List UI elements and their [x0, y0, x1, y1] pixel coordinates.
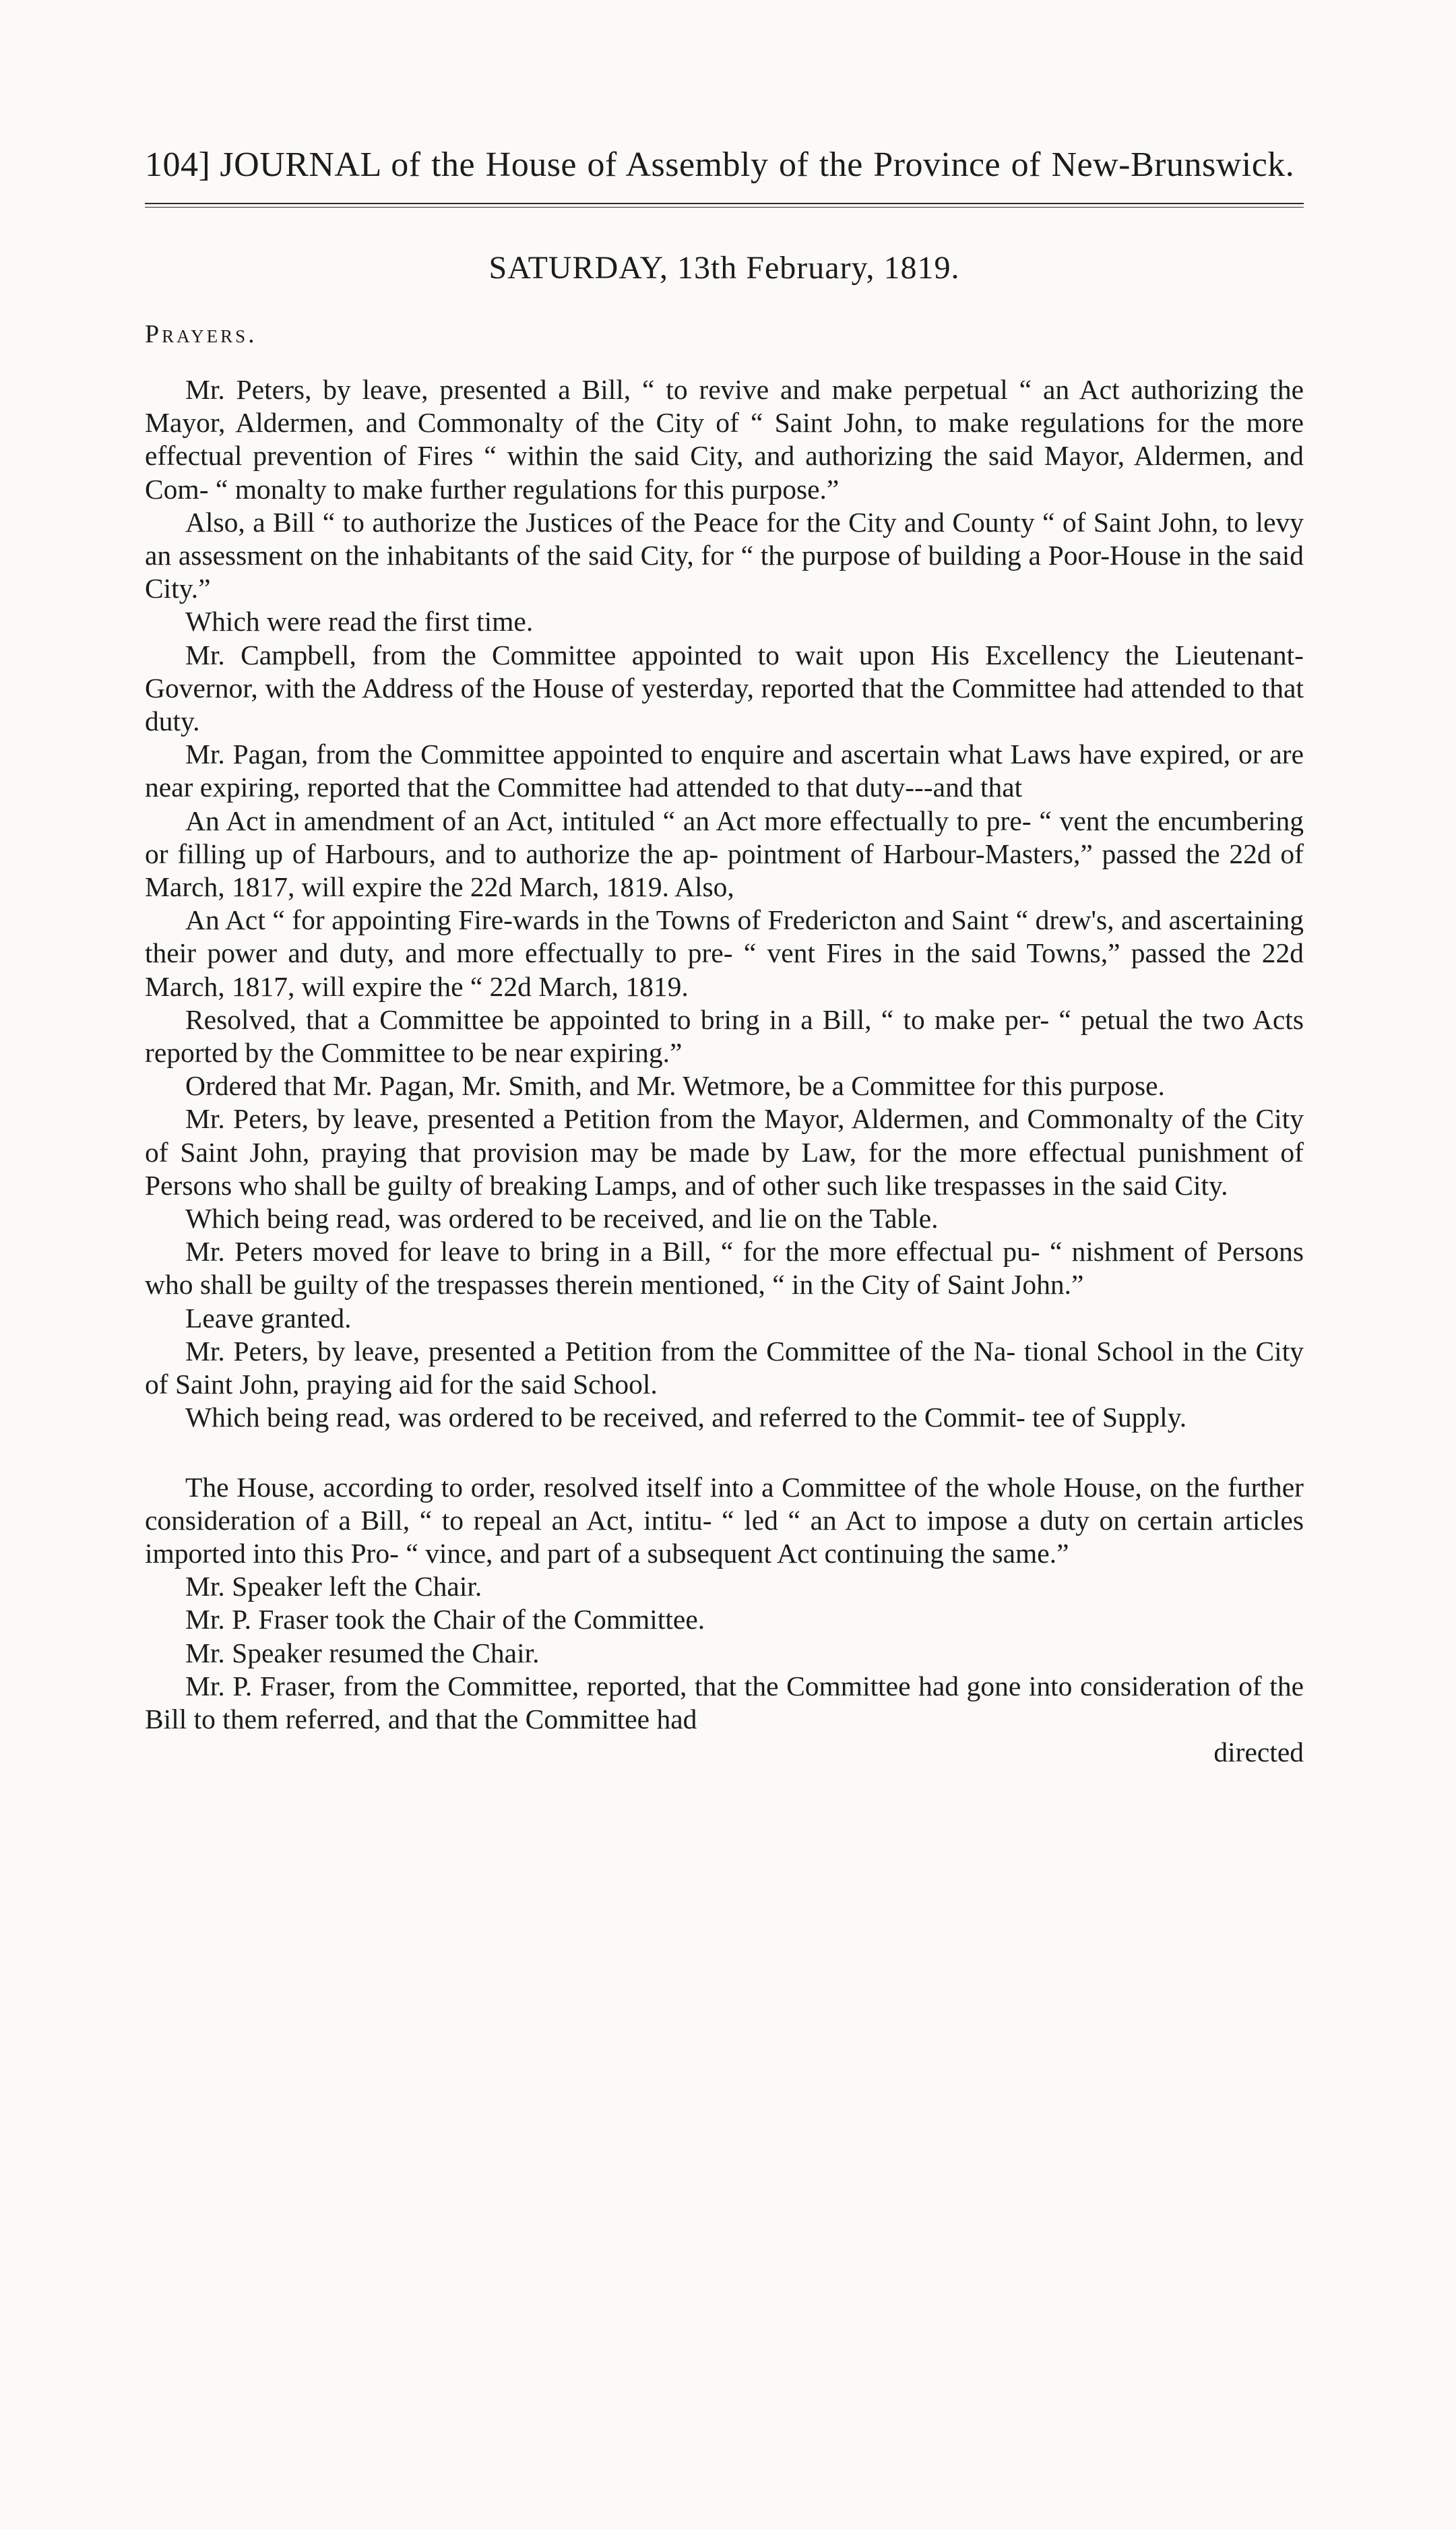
paragraph: An Act “ for appointing Fire-wards in the Towns of Fredericton and Saint “ drew's, and ascertaining their power and duty, and more effectually to pre- “ vent Fires in the said Towns,” passed the 22d March, 1817, will expire the “ 22d March, 1819.: [145, 904, 1304, 1002]
paragraph: Leave granted.: [185, 1302, 352, 1334]
paragraph: Mr. P. Fraser took the Chair of the Committee.: [185, 1604, 705, 1635]
paragraph: Mr. Speaker left the Chair.: [185, 1571, 482, 1602]
paragraph: Mr. Speaker resumed the Chair.: [185, 1637, 540, 1668]
paragraph: Ordered that Mr. Pagan, Mr. Smith, and Mr. Wetmore, be a Committee for this purpose.: [185, 1070, 1165, 1102]
running-head: [145, 145, 1304, 185]
paragraph: Mr. Campbell, from the Committee appointed to wait upon His Excellency the Lieutenant-Governor, with the Address of the House of yesterday, reported that the Committee had attended to that duty.: [145, 639, 1304, 737]
journal-page: [145, 145, 1304, 1769]
paragraph: Which being read, was ordered to be received, and lie on the Table.: [185, 1203, 939, 1235]
journal-body: [145, 373, 1304, 1769]
paragraph: Mr. Peters, by leave, presented a Petition from the Committee of the Na- tional School in the City of Saint John, praying aid for the said School.: [145, 1335, 1304, 1400]
paragraph: An Act in amendment of an Act, intituled “ an Act more effectually to pre- “ vent the encumbering or filling up of Harbours, and to authorize the ap- pointment of Harbour-Masters,” passed the 22d of March, 1817, will expire the 22d March, 1819. Also,: [145, 805, 1304, 903]
paragraph: Which were read the first time.: [185, 606, 534, 637]
paragraph: Also, a Bill “ to authorize the Justices of the Peace for the City and County “ of Saint John, to levy an assessment on the inhabitants of the said City, for “ the purpose of building a Poor-House in the said City.”: [145, 506, 1304, 604]
paragraph: The House, according to order, resolved itself into a Committee of the whole House, on the further consideration of a Bill, “ to repeal an Act, intitu- “ led “ an Act to impose a duty on certain articles imported into this Pro- “ vince, and part of a subsequent Act continuing the same.”: [145, 1471, 1304, 1569]
paragraph: Mr. Peters moved for leave to bring in a Bill, “ for the more effectual pu- “ nishment of Persons who shall be guilty of the trespasses therein mentioned, “ in the City of Saint John.”: [145, 1236, 1304, 1301]
header-rule: [145, 203, 1304, 208]
prayers-heading: Prayers.: [145, 320, 257, 348]
journal-title: JOURNAL of the House of Assembly of the Province of New-Brunswick.: [220, 146, 1295, 184]
paragraph: Mr. P. Fraser, from the Committee, reported, that the Committee had gone into consideration of the Bill to them referred, and that the Committee had: [145, 1670, 1304, 1735]
page-number: 104]: [145, 146, 211, 184]
paragraph: Mr. Peters, by leave, presented a Petition from the Mayor, Aldermen, and Commonalty of the City of Saint John, praying that provision may be made by Law, for the more effectual punishment of Persons who shall be guilty of breaking Lamps, and of other such like trespasses in the said City.: [145, 1103, 1304, 1201]
paragraph: Mr. Pagan, from the Committee appointed to enquire and ascertain what Laws have expired, or are near expiring, reported that the Committee had attended to that duty---and that: [145, 739, 1304, 803]
paragraph: Mr. Peters, by leave, presented a Bill, “ to revive and make perpetual “ an Act authorizing the Mayor, Aldermen, and Commonalty of the City of “ Saint John, to make regulations for the more effectual prevention of Fires “ within the said City, and authorizing the said Mayor, Aldermen, and Com- “ monalty to make further regulations for this purpose.”: [145, 374, 1304, 505]
date-heading: SATURDAY, 13th February, 1819.: [488, 250, 960, 286]
paragraph: Resolved, that a Committee be appointed to bring in a Bill, “ to make per- “ petual the two Acts reported by the Committee to be near expiring.”: [145, 1003, 1304, 1069]
paragraph: Which being read, was ordered to be received, and referred to the Commit- tee of Supply.: [185, 1402, 1187, 1433]
catchword: directed: [1213, 1737, 1304, 1768]
